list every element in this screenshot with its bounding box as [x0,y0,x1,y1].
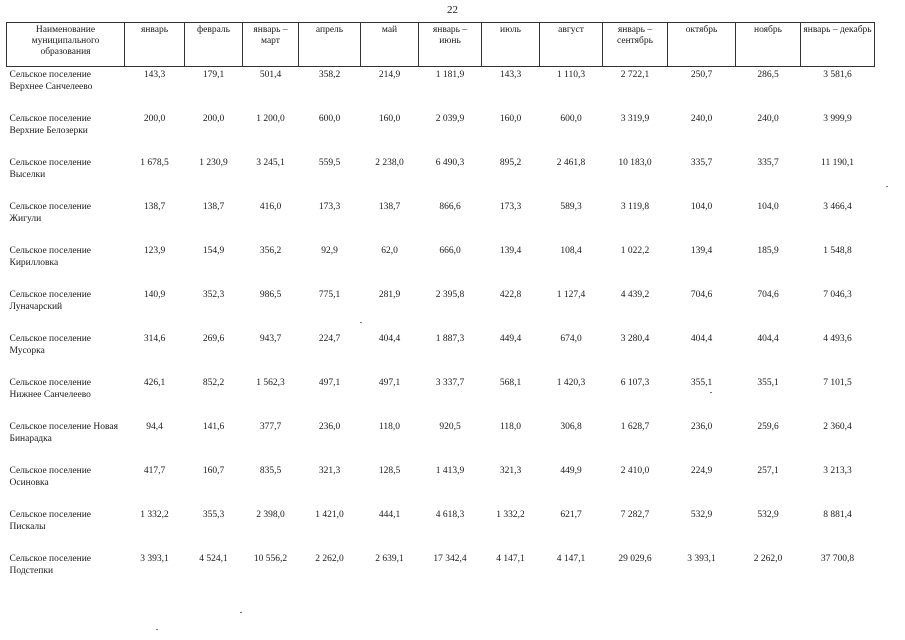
value-cell: 321,3 [318,466,341,476]
value-cell: 2 395,8 [435,290,465,300]
value-cell: 7 282,7 [620,510,650,520]
value-cell: 108,4 [560,246,582,256]
scan-speck [886,186,888,187]
value-cell: 17 342,4 [433,554,467,564]
value-cell: 775,1 [318,290,341,300]
value-cell: 257,1 [757,466,779,476]
value-cell: 154,9 [202,246,225,256]
value-cell: 497,1 [318,378,341,388]
value-cell: 3 319,9 [620,114,650,124]
value-cell: 404,4 [757,334,779,344]
value-cell: 444,1 [378,510,401,520]
value-cell: 943,7 [259,334,282,344]
value-cell: 1 887,3 [435,334,465,344]
value-cell: 335,7 [757,158,779,168]
value-cell: 306,8 [560,422,582,432]
column-header-period: август [540,23,603,67]
value-cell: 37 700,8 [820,554,855,564]
value-cell: 355,3 [202,510,225,520]
settlement-name-cell: Сельское поселение Верхние Белозерки [9,114,92,136]
value-cell: 314,6 [143,334,166,344]
value-cell: 3 119,8 [620,202,650,212]
value-cell: 559,5 [318,158,341,168]
value-cell: 377,7 [259,422,282,432]
value-cell: 422,8 [499,290,522,300]
value-cell: 104,0 [757,202,779,212]
value-cell: 139,4 [690,246,713,256]
value-cell: 128,5 [378,466,401,476]
value-cell: 6 490,3 [435,158,465,168]
value-cell: 200,0 [143,114,166,124]
column-header-period: февраль [185,23,243,67]
value-cell: 1 022,2 [620,246,650,256]
value-cell: 173,3 [499,202,522,212]
value-cell: 1 421,0 [315,510,344,520]
value-cell: 449,4 [499,334,522,344]
value-cell: 404,4 [690,334,713,344]
settlement-name-cell: Сельское поселение Пискалы [9,510,92,532]
value-cell: 139,4 [499,246,522,256]
value-cell: 404,4 [378,334,401,344]
value-cell: 1 332,2 [496,510,525,520]
value-cell: 62,0 [381,246,398,256]
scan-speck [710,392,712,393]
table-row [7,67,875,114]
column-header-period: апрель [299,23,361,67]
value-cell: 4 493,6 [823,334,852,344]
value-cell: 140,9 [143,290,166,300]
value-cell: 1 562,3 [256,378,285,388]
settlement-name-cell: Сельское поселение Жигули [9,202,92,224]
value-cell: 1 110,3 [556,70,586,80]
value-cell: 2 360,4 [823,422,852,432]
table-row [7,113,875,157]
value-cell: 3 466,4 [823,202,852,212]
value-cell: 2 410,0 [620,466,650,476]
settlement-name-cell: Сельское поселение Новая Бинарадка [9,422,118,444]
value-cell: 1 332,2 [140,510,169,520]
value-cell: 200,0 [202,114,225,124]
value-cell: 2 039,9 [435,114,465,124]
value-cell: 214,9 [378,70,401,80]
value-cell: 2 262,0 [753,554,783,564]
scan-speck [360,322,362,323]
value-cell: 4 618,3 [435,510,465,520]
value-cell: 3 393,1 [687,554,716,564]
value-cell: 143,3 [143,70,166,80]
value-cell: 236,0 [690,422,713,432]
value-cell: 6 107,3 [620,378,650,388]
value-cell: 259,6 [757,422,779,432]
value-cell: 2 238,0 [375,158,404,168]
settlement-name-cell: Сельское поселение Луначарский [9,290,92,312]
value-cell: 920,5 [439,422,461,432]
value-cell: 335,7 [690,158,713,168]
scan-speck [240,612,242,613]
value-cell: 1 230,9 [199,158,228,168]
value-cell: 416,0 [259,202,282,212]
value-cell: 600,0 [318,114,341,124]
value-cell: 3 393,1 [140,554,169,564]
value-cell: 4 524,1 [199,554,228,564]
value-cell: 674,0 [560,334,582,344]
value-cell: 704,6 [757,290,779,300]
value-cell: 3 581,6 [823,70,852,80]
value-cell: 173,3 [318,202,341,212]
value-cell: 4 439,2 [620,290,650,300]
table-row [7,509,875,553]
column-header-period: январь – декабрь [801,23,875,67]
settlement-name-cell: Сельское поселение Подстепки [9,554,92,576]
value-cell: 621,7 [560,510,582,520]
value-cell: 1 200,0 [256,114,285,124]
value-cell: 10 183,0 [618,158,652,168]
value-cell: 1 678,5 [140,158,169,168]
value-cell: 1 548,8 [823,246,852,256]
table-row [7,377,875,421]
value-cell: 497,1 [378,378,401,388]
value-cell: 7 101,5 [823,378,852,388]
value-cell: 1 127,4 [556,290,586,300]
value-cell: 3 999,9 [823,114,852,124]
value-cell: 179,1 [202,70,225,80]
value-cell: 600,0 [560,114,582,124]
value-cell: 2 639,1 [375,554,404,564]
table-row [7,553,875,597]
value-cell: 704,6 [690,290,713,300]
table-row [7,421,875,465]
value-cell: 138,7 [202,202,225,212]
value-cell: 4 147,1 [496,554,525,564]
settlement-name-cell: Сельское поселение Мусорка [9,334,92,356]
value-cell: 118,0 [499,422,522,432]
settlement-name-cell: Сельское поселение Осиновка [9,466,92,488]
value-cell: 160,0 [499,114,522,124]
value-cell: 240,0 [690,114,713,124]
value-cell: 143,3 [499,70,522,80]
value-cell: 589,3 [560,202,582,212]
value-cell: 286,5 [757,70,779,80]
value-cell: 3 337,7 [435,378,465,388]
value-cell: 417,7 [143,466,166,476]
value-cell: 250,7 [690,70,713,80]
value-cell: 501,4 [259,70,282,80]
value-cell: 141,6 [202,422,225,432]
scan-speck [156,629,158,630]
value-cell: 11 190,1 [821,158,854,168]
value-cell: 449,9 [560,466,582,476]
value-cell: 426,1 [143,378,166,388]
column-header-period: июль [482,23,540,67]
value-cell: 138,7 [143,202,166,212]
value-cell: 7 046,3 [823,290,852,300]
value-cell: 4 147,1 [556,554,586,564]
page-number: 22 [447,4,458,16]
value-cell: 2 461,8 [556,158,586,168]
value-cell: 352,3 [202,290,225,300]
value-cell: 160,7 [202,466,225,476]
column-header-period: январь – сентябрь [603,23,668,67]
value-cell: 224,9 [690,466,713,476]
value-cell: 2 722,1 [620,70,650,80]
table-header-row [7,23,875,67]
value-cell: 236,0 [318,422,341,432]
value-cell: 224,7 [318,334,341,344]
value-cell: 866,6 [439,202,461,212]
value-cell: 1 420,3 [556,378,586,388]
value-cell: 895,2 [499,158,522,168]
table-row [7,289,875,333]
table-row [7,465,875,509]
value-cell: 1 628,7 [620,422,650,432]
value-cell: 269,6 [202,334,225,344]
table-row [7,157,875,201]
settlement-name-cell: Сельское поселение Нижнее Санчелеево [9,378,92,400]
value-cell: 123,9 [143,246,166,256]
value-cell: 2 398,0 [256,510,285,520]
value-cell: 358,2 [318,70,341,80]
value-cell: 3 280,4 [620,334,650,344]
column-header-period: май [361,23,419,67]
value-cell: 532,9 [690,510,713,520]
value-cell: 8 881,4 [823,510,852,520]
value-cell: 94,4 [146,422,163,432]
value-cell: 568,1 [499,378,522,388]
value-cell: 92,9 [321,246,338,256]
table-row [7,245,875,289]
value-cell: 2 262,0 [315,554,344,564]
value-cell: 240,0 [757,114,779,124]
value-cell: 185,9 [757,246,779,256]
value-cell: 355,1 [757,378,779,388]
column-header-period: январь – июнь [419,23,482,67]
value-cell: 666,0 [439,246,461,256]
value-cell: 3 245,1 [256,158,285,168]
value-cell: 118,0 [378,422,401,432]
value-cell: 3 213,3 [823,466,852,476]
settlement-name-cell: Сельское поселение Верхнее Санчелеево [9,70,93,92]
table-row [7,333,875,377]
value-cell: 986,5 [259,290,282,300]
settlement-name-cell: Сельское поселение Выселки [9,158,92,180]
budget-table [6,22,875,597]
settlement-name-cell: Сельское поселение Кирилловка [9,246,92,268]
value-cell: 138,7 [378,202,401,212]
value-cell: 160,0 [378,114,401,124]
value-cell: 355,1 [690,378,713,388]
column-header-period: январь – март [243,23,299,67]
column-header-period: январь [125,23,185,67]
column-header-name: Наименование муниципального образования [7,23,125,67]
value-cell: 281,9 [378,290,401,300]
value-cell: 10 556,2 [253,554,288,564]
table-row [7,201,875,245]
value-cell: 1 413,9 [435,466,465,476]
value-cell: 321,3 [499,466,522,476]
value-cell: 835,5 [259,466,282,476]
column-header-period: ноябрь [736,23,801,67]
value-cell: 1 181,9 [435,70,465,80]
value-cell: 29 029,6 [618,554,652,564]
value-cell: 104,0 [690,202,713,212]
value-cell: 356,2 [259,246,282,256]
value-cell: 852,2 [202,378,225,388]
column-header-period: октябрь [668,23,736,67]
value-cell: 532,9 [757,510,779,520]
